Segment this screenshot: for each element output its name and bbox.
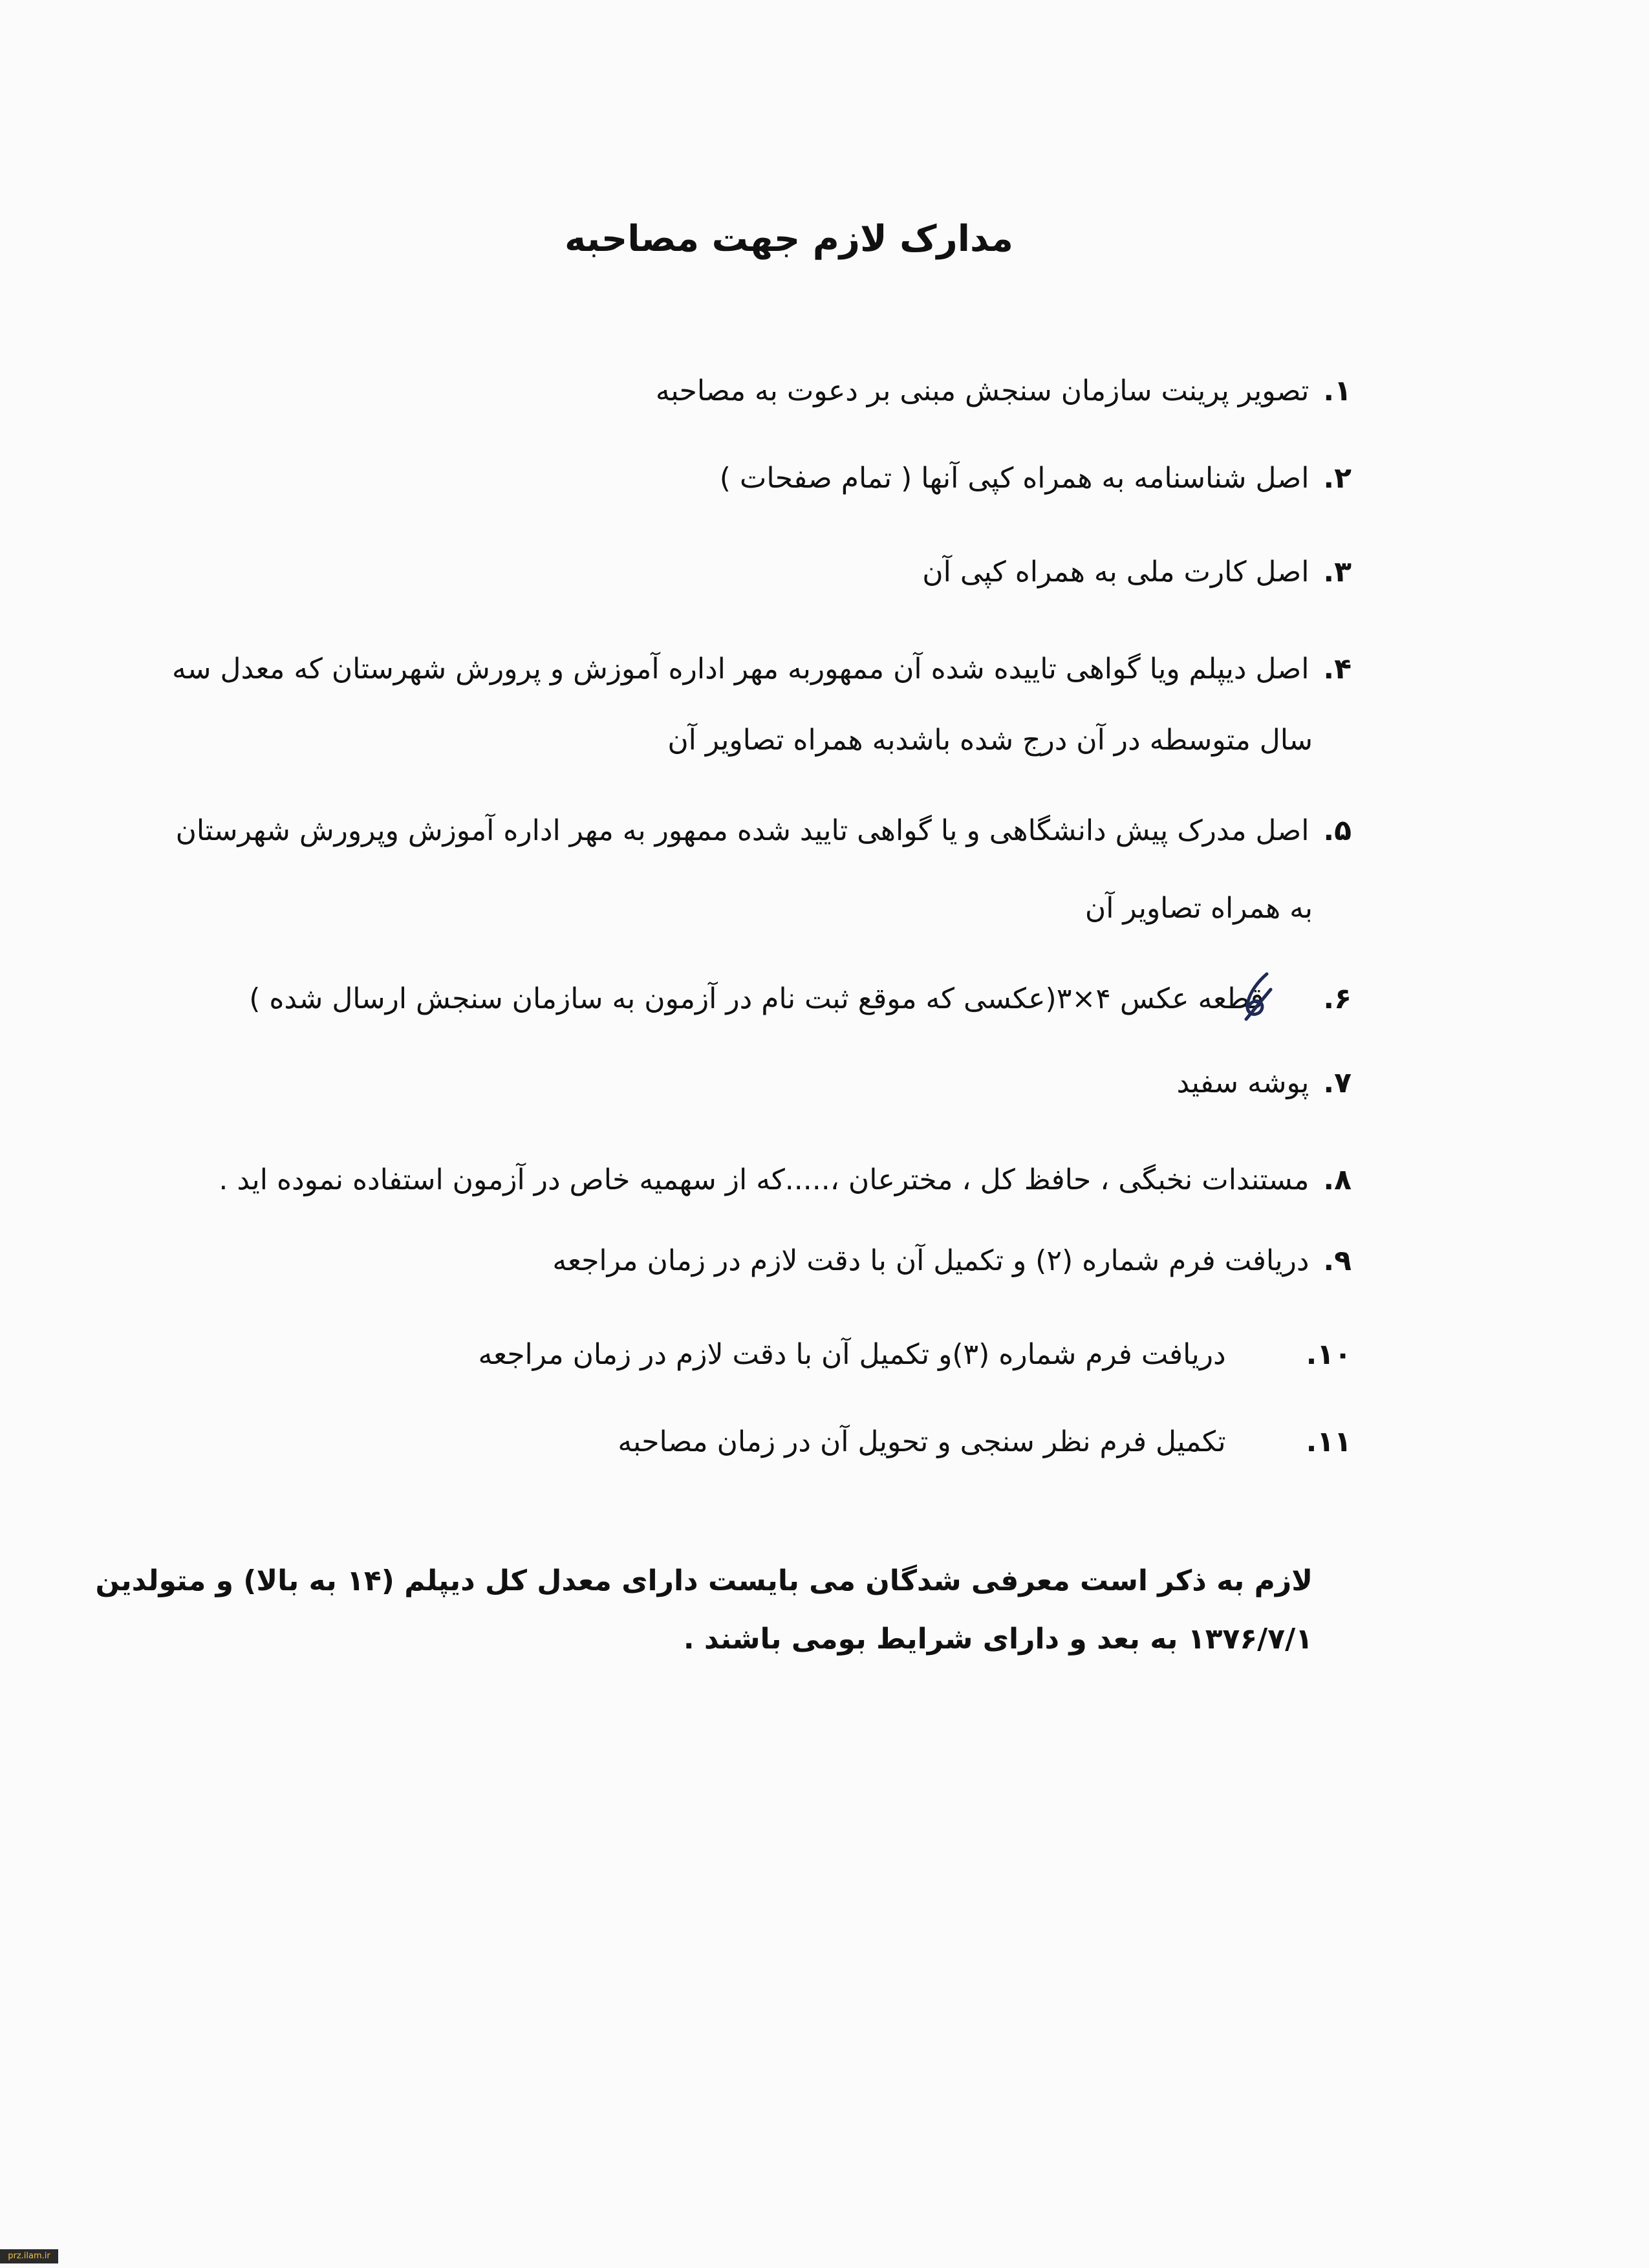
item-number: ۴. (1323, 653, 1352, 686)
list-item-4-continued (667, 718, 1313, 763)
item-number: ۹. (1323, 1244, 1352, 1277)
item-text: مستندات نخبگی ، حافظ کل ، مخترعان ،.....که از سهمیه خاص در آزمون استفاده نموده اید . (219, 1163, 1310, 1196)
list-item-8 (219, 1158, 1352, 1203)
item-text: سال متوسطه در آن درج شده باشدبه همراه تصاویر آن (667, 724, 1313, 757)
list-item-7 (1177, 1061, 1352, 1106)
item-number: ۳. (1323, 556, 1352, 589)
document-title: مدارک لازم جهت مصاحبه (565, 218, 1013, 260)
list-item-1 (656, 369, 1352, 414)
item-text: دریافت فرم شماره (۳)و تکمیل آن با دقت لازم در زمان مراجعه (478, 1338, 1226, 1371)
item-number: ۸. (1323, 1163, 1352, 1196)
item-text: قطعه عکس ۴×۳(عکسی که موقع ثبت نام در آزمون به سازمان سنجش ارسال شده ) (249, 982, 1264, 1015)
item-number: ۲. (1323, 462, 1352, 495)
item-text: دریافت فرم شماره (۲) و تکمیل آن با دقت لازم در زمان مراجعه (552, 1244, 1310, 1277)
item-text: تکمیل فرم نظر سنجی و تحویل آن در زمان مصاحبه (618, 1425, 1226, 1458)
list-item-2 (720, 456, 1352, 501)
item-text: پوشه سفید (1176, 1066, 1310, 1099)
item-text: اصل مدرک پیش دانشگاهی و یا گواهی تایید شده ممهور به مهر اداره آموزش وپرورش شهرستان (175, 814, 1310, 847)
handwritten-mark-icon (1238, 970, 1277, 1022)
note-line-2: ۱۳۷۶/۷/۱ به بعد و دارای شرایط بومی باشند . (683, 1623, 1313, 1656)
list-item-5-continued (1085, 886, 1313, 931)
note-line-1: لازم به ذکر است معرفی شدگان می بایست دارای معدل کل دیپلم (۱۴ به بالا) و متولدین (95, 1564, 1313, 1597)
list-item-3 (922, 550, 1352, 595)
list-item-4 (172, 647, 1352, 692)
item-number: ۵. (1323, 814, 1352, 847)
list-item-5 (176, 808, 1352, 854)
item-number: ۷. (1323, 1066, 1352, 1099)
list-item-10 (479, 1332, 1352, 1377)
item-text: تصویر پرینت سازمان سنجش مبنی بر دعوت به مصاحبه (655, 374, 1310, 407)
site-watermark: prz.ilam.ir (0, 2249, 58, 2263)
item-number: ۶. (1323, 982, 1352, 1015)
item-text: اصل کارت ملی به همراه کپی آن (922, 556, 1310, 589)
item-number: ۱۰. (1306, 1338, 1352, 1371)
item-text: اصل دیپلم ویا گواهی تاییده شده آن ممهوربه مهر اداره آموزش و پرورش شهرستان که معدل سه (172, 653, 1310, 686)
item-number: ۱. (1323, 374, 1352, 407)
item-text: اصل شناسنامه به همراه کپی آنها ( تمام صفحات ) (719, 462, 1310, 495)
item-number: ۱۱. (1306, 1425, 1352, 1458)
list-item-9 (552, 1238, 1352, 1284)
list-item-6 (249, 977, 1352, 1022)
item-text: به همراه تصاویر آن (1084, 892, 1313, 925)
list-item-11 (618, 1420, 1352, 1465)
